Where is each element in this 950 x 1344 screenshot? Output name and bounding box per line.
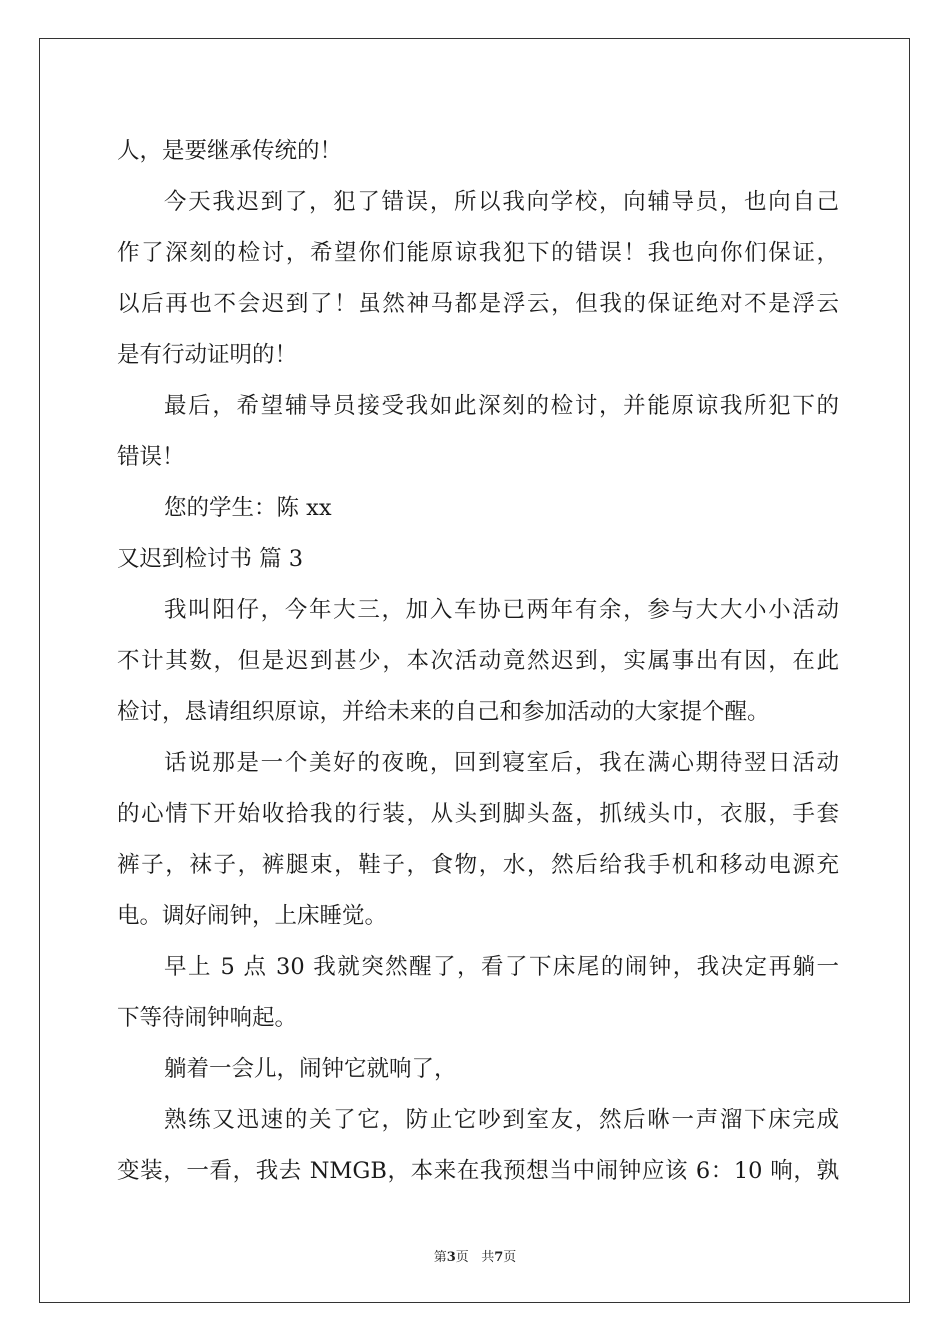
text-line: 是有行动证明的！ bbox=[117, 342, 298, 368]
signature-line: 您的学生：陈 xx bbox=[164, 495, 332, 521]
text-line: 人，是要继承传统的！ bbox=[117, 138, 343, 164]
text-line: 检讨，恳请组织原谅，并给未来的自己和参加活动的大家提个醒。 bbox=[117, 699, 770, 725]
text-line: 电。调好闹钟，上床睡觉。 bbox=[117, 903, 388, 929]
text-line: 变装，一看，我去 NMGB，本来在我预想当中闹钟应该 6：10 响，孰 bbox=[117, 1158, 839, 1184]
text-line: 错误！ bbox=[117, 444, 185, 470]
text-line: 裤子，袜子，裤腿束，鞋子，食物，水，然后给我手机和移动电源充 bbox=[117, 852, 839, 878]
document-body bbox=[117, 126, 839, 1197]
text-line: 今天我迟到了，犯了错误，所以我向学校，向辅导员，也向自己 bbox=[164, 189, 839, 215]
text-line: 的心情下开始收拾我的行装，从头到脚头盔，抓绒头巾，衣服，手套 bbox=[117, 801, 839, 827]
text-line: 不计其数，但是迟到甚少，本次活动竟然迟到，实属事出有因，在此 bbox=[117, 648, 839, 674]
page-prefix: 第 bbox=[433, 1250, 447, 1265]
page-suffix: 页 bbox=[455, 1250, 469, 1265]
text-line: 熟练又迅速的关了它，防止它吵到室友，然后咻一声溜下床完成 bbox=[164, 1107, 839, 1133]
page-current: 3 bbox=[446, 1250, 456, 1265]
text-line: 躺着一会儿，闹钟它就响了， bbox=[164, 1056, 457, 1082]
text-line: 早上 5 点 30 我就突然醒了，看了下床尾的闹钟，我决定再躺一 bbox=[164, 954, 839, 980]
section-heading: 又迟到检讨书 篇 3 bbox=[117, 546, 304, 572]
text-line: 作了深刻的检讨，希望你们能原谅我犯下的错误！我也向你们保证， bbox=[117, 240, 839, 266]
page-total: 7 bbox=[494, 1250, 504, 1265]
text-line: 话说那是一个美好的夜晚，回到寝室后，我在满心期待翌日活动 bbox=[164, 750, 839, 776]
text-line: 最后，希望辅导员接受我如此深刻的检讨，并能原谅我所犯下的 bbox=[164, 393, 839, 419]
text-line: 我叫阳仔，今年大三，加入车协已两年有余，参与大大小小活动 bbox=[164, 597, 839, 623]
total-suffix: 页 bbox=[503, 1250, 517, 1265]
page-footer bbox=[0, 1246, 950, 1265]
text-line: 以后再也不会迟到了！虽然神马都是浮云，但我的保证绝对不是浮云 bbox=[117, 291, 839, 317]
text-line: 下等待闹钟响起。 bbox=[117, 1005, 298, 1031]
total-prefix: 共 bbox=[481, 1250, 495, 1265]
